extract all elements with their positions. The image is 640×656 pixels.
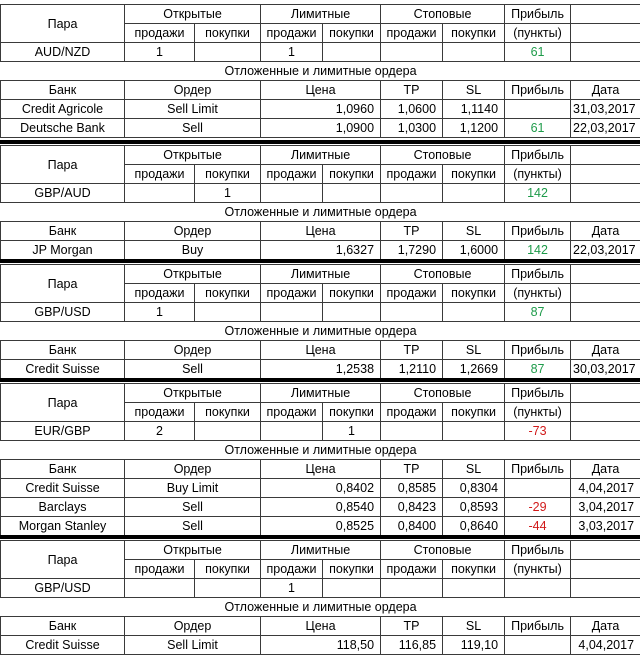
- empty-cell[interactable]: [571, 165, 640, 184]
- order-tp[interactable]: 0,8423: [381, 498, 443, 517]
- order-bank[interactable]: Barclays: [1, 498, 125, 517]
- header-stop-buy[interactable]: покупки: [443, 24, 505, 43]
- header-open-buy[interactable]: покупки: [195, 165, 261, 184]
- order-tp[interactable]: 0,8585: [381, 479, 443, 498]
- header-limit-buy[interactable]: покупки: [323, 24, 381, 43]
- order-row: [1, 636, 640, 655]
- header-stop-buy[interactable]: покупки: [443, 560, 505, 579]
- header-stop-sell[interactable]: продажи: [381, 24, 443, 43]
- header-open[interactable]: Открытые: [125, 265, 261, 284]
- header-pair[interactable]: Пара: [1, 5, 125, 43]
- empty-cell[interactable]: [571, 384, 640, 403]
- empty-cell[interactable]: [571, 579, 640, 598]
- header-order[interactable]: Ордер: [125, 341, 261, 360]
- header-stop-sell[interactable]: продажи: [381, 165, 443, 184]
- pair-name[interactable]: AUD/NZD: [1, 43, 125, 62]
- header-order[interactable]: Ордер: [125, 460, 261, 479]
- block-separator: [0, 378, 640, 382]
- open-buy-count[interactable]: [195, 303, 261, 322]
- order-price[interactable]: 118,50: [261, 636, 381, 655]
- block-separator: [0, 140, 640, 144]
- limit-buy-count[interactable]: [323, 184, 381, 203]
- order-price[interactable]: 0,8402: [261, 479, 381, 498]
- open-sell-count[interactable]: [125, 184, 195, 203]
- empty-cell[interactable]: [571, 146, 640, 165]
- header-open-sell[interactable]: продажи: [125, 284, 195, 303]
- stop-buy-count[interactable]: [443, 303, 505, 322]
- order-date[interactable]: 3,03,2017: [571, 517, 640, 536]
- pair-name[interactable]: GBP/AUD: [1, 184, 125, 203]
- stop-buy-count[interactable]: [443, 43, 505, 62]
- empty-cell[interactable]: [571, 422, 640, 441]
- pair-name[interactable]: EUR/GBP: [1, 422, 125, 441]
- header-date[interactable]: Дата: [571, 460, 640, 479]
- order-sl[interactable]: 119,10: [443, 636, 505, 655]
- header-price[interactable]: Цена: [261, 460, 381, 479]
- limit-sell-count[interactable]: 1: [261, 579, 323, 598]
- stop-sell-count[interactable]: [381, 43, 443, 62]
- header-date[interactable]: Дата: [571, 81, 640, 100]
- pair-block: [0, 4, 640, 138]
- order-date[interactable]: 4,04,2017: [571, 636, 640, 655]
- header-stop[interactable]: Стоповые: [381, 384, 505, 403]
- header-bank[interactable]: Банк: [1, 341, 125, 360]
- header-limit-buy[interactable]: покупки: [323, 165, 381, 184]
- order-profit[interactable]: 61: [505, 119, 571, 138]
- header-open[interactable]: Открытые: [125, 5, 261, 24]
- order-row: [1, 119, 640, 138]
- header-order[interactable]: Ордер: [125, 222, 261, 241]
- header-profit[interactable]: Прибыль: [505, 265, 571, 284]
- order-price[interactable]: 0,8540: [261, 498, 381, 517]
- pair-name[interactable]: GBP/USD: [1, 303, 125, 322]
- header-date[interactable]: Дата: [571, 341, 640, 360]
- order-date[interactable]: 22,03,2017: [571, 119, 640, 138]
- order-price[interactable]: 1,0960: [261, 100, 381, 119]
- header-sl[interactable]: SL: [443, 81, 505, 100]
- header-tp[interactable]: TP: [381, 341, 443, 360]
- empty-cell[interactable]: [571, 5, 640, 24]
- order-price[interactable]: 1,2538: [261, 360, 381, 379]
- limit-sell-count[interactable]: [261, 422, 323, 441]
- limit-sell-count[interactable]: 1: [261, 43, 323, 62]
- stop-sell-count[interactable]: [381, 422, 443, 441]
- pending-orders-title[interactable]: Отложенные и лимитные ордера: [1, 322, 640, 341]
- header-open[interactable]: Открытые: [125, 146, 261, 165]
- header-limit-sell[interactable]: продажи: [261, 24, 323, 43]
- order-profit[interactable]: -29: [505, 498, 571, 517]
- stop-sell-count[interactable]: [381, 303, 443, 322]
- header-limit-buy[interactable]: покупки: [323, 560, 381, 579]
- pair-block: [0, 264, 640, 379]
- limit-buy-count[interactable]: [323, 43, 381, 62]
- order-date[interactable]: 31,03,2017: [571, 100, 640, 119]
- order-bank[interactable]: Credit Suisse: [1, 636, 125, 655]
- order-sl[interactable]: 0,8593: [443, 498, 505, 517]
- header-open-sell[interactable]: продажи: [125, 403, 195, 422]
- order-date[interactable]: 22,03,2017: [571, 241, 640, 260]
- stop-buy-count[interactable]: [443, 422, 505, 441]
- pair-block: [0, 540, 640, 655]
- stop-buy-count[interactable]: [443, 184, 505, 203]
- header-points[interactable]: (пункты): [505, 403, 571, 422]
- order-sl[interactable]: 0,8304: [443, 479, 505, 498]
- header-order[interactable]: Ордер: [125, 81, 261, 100]
- header-sl[interactable]: SL: [443, 617, 505, 636]
- empty-cell[interactable]: [571, 184, 640, 203]
- header-bank[interactable]: Банк: [1, 460, 125, 479]
- order-profit[interactable]: -44: [505, 517, 571, 536]
- header-open-sell[interactable]: продажи: [125, 560, 195, 579]
- order-sl[interactable]: 1,6000: [443, 241, 505, 260]
- empty-cell[interactable]: [571, 403, 640, 422]
- header-limit[interactable]: Лимитные: [261, 384, 381, 403]
- empty-cell[interactable]: [571, 43, 640, 62]
- pending-orders-title[interactable]: Отложенные и лимитные ордера: [1, 598, 640, 617]
- header-points[interactable]: (пункты): [505, 165, 571, 184]
- order-tp[interactable]: 1,0300: [381, 119, 443, 138]
- header-open-buy[interactable]: покупки: [195, 24, 261, 43]
- stop-sell-count[interactable]: [381, 579, 443, 598]
- header-profit[interactable]: Прибыль: [505, 146, 571, 165]
- order-date[interactable]: 3,04,2017: [571, 498, 640, 517]
- header-open-sell[interactable]: продажи: [125, 165, 195, 184]
- order-profit[interactable]: [505, 479, 571, 498]
- pair-block: [0, 145, 640, 260]
- order-bank[interactable]: Credit Suisse: [1, 360, 125, 379]
- empty-cell[interactable]: [571, 284, 640, 303]
- header-order-profit[interactable]: Прибыль: [505, 222, 571, 241]
- header-stop[interactable]: Стоповые: [381, 541, 505, 560]
- order-bank[interactable]: JP Morgan: [1, 241, 125, 260]
- empty-cell[interactable]: [571, 265, 640, 284]
- header-limit-buy[interactable]: покупки: [323, 403, 381, 422]
- order-tp[interactable]: 116,85: [381, 636, 443, 655]
- header-bank[interactable]: Банк: [1, 81, 125, 100]
- header-points[interactable]: (пункты): [505, 284, 571, 303]
- header-limit[interactable]: Лимитные: [261, 146, 381, 165]
- header-date[interactable]: Дата: [571, 617, 640, 636]
- order-row: [1, 241, 640, 260]
- open-sell-count[interactable]: 1: [125, 43, 195, 62]
- order-type[interactable]: Sell: [125, 498, 261, 517]
- pending-orders-title[interactable]: Отложенные и лимитные ордера: [1, 441, 640, 460]
- order-bank[interactable]: Credit Suisse: [1, 479, 125, 498]
- order-type[interactable]: Sell Limit: [125, 100, 261, 119]
- order-tp[interactable]: 1,7290: [381, 241, 443, 260]
- order-sl[interactable]: 1,1200: [443, 119, 505, 138]
- order-row: [1, 479, 640, 498]
- open-buy-count[interactable]: [195, 579, 261, 598]
- header-order-profit[interactable]: Прибыль: [505, 341, 571, 360]
- order-profit[interactable]: [505, 100, 571, 119]
- open-buy-count[interactable]: 1: [195, 184, 261, 203]
- header-order[interactable]: Ордер: [125, 617, 261, 636]
- order-tp[interactable]: 1,2110: [381, 360, 443, 379]
- header-points[interactable]: (пункты): [505, 24, 571, 43]
- header-price[interactable]: Цена: [261, 81, 381, 100]
- order-bank[interactable]: Credit Agricole: [1, 100, 125, 119]
- header-points[interactable]: (пункты): [505, 560, 571, 579]
- order-price[interactable]: 1,0900: [261, 119, 381, 138]
- stop-sell-count[interactable]: [381, 184, 443, 203]
- limit-sell-count[interactable]: [261, 303, 323, 322]
- header-tp[interactable]: TP: [381, 617, 443, 636]
- header-sl[interactable]: SL: [443, 460, 505, 479]
- header-limit-sell[interactable]: продажи: [261, 284, 323, 303]
- header-open-buy[interactable]: покупки: [195, 403, 261, 422]
- order-tp[interactable]: 1,0600: [381, 100, 443, 119]
- header-bank[interactable]: Банк: [1, 617, 125, 636]
- header-limit[interactable]: Лимитные: [261, 265, 381, 284]
- order-profit[interactable]: 142: [505, 241, 571, 260]
- header-limit[interactable]: Лимитные: [261, 5, 381, 24]
- order-row: [1, 100, 640, 119]
- block-separator: [0, 259, 640, 263]
- header-stop-sell[interactable]: продажи: [381, 284, 443, 303]
- order-sl[interactable]: 1,1140: [443, 100, 505, 119]
- header-profit[interactable]: Прибыль: [505, 541, 571, 560]
- open-buy-count[interactable]: [195, 43, 261, 62]
- order-type[interactable]: Buy Limit: [125, 479, 261, 498]
- header-open[interactable]: Открытые: [125, 384, 261, 403]
- header-order-profit[interactable]: Прибыль: [505, 617, 571, 636]
- header-price[interactable]: Цена: [261, 341, 381, 360]
- order-sl[interactable]: 1,2669: [443, 360, 505, 379]
- header-tp[interactable]: TP: [381, 81, 443, 100]
- order-profit[interactable]: [505, 636, 571, 655]
- limit-buy-count[interactable]: [323, 579, 381, 598]
- header-limit-sell[interactable]: продажи: [261, 403, 323, 422]
- order-price[interactable]: 1,6327: [261, 241, 381, 260]
- order-bank[interactable]: Morgan Stanley: [1, 517, 125, 536]
- header-tp[interactable]: TP: [381, 222, 443, 241]
- empty-cell[interactable]: [571, 303, 640, 322]
- pending-orders-title[interactable]: Отложенные и лимитные ордера: [1, 62, 640, 81]
- order-date[interactable]: 4,04,2017: [571, 479, 640, 498]
- header-open-sell[interactable]: продажи: [125, 24, 195, 43]
- empty-cell[interactable]: [571, 24, 640, 43]
- block-separator: [0, 535, 640, 539]
- pair-name[interactable]: GBP/USD: [1, 579, 125, 598]
- order-type[interactable]: Sell: [125, 517, 261, 536]
- pair-profit[interactable]: 61: [505, 43, 571, 62]
- header-stop[interactable]: Стоповые: [381, 146, 505, 165]
- order-row: [1, 498, 640, 517]
- order-type[interactable]: Buy: [125, 241, 261, 260]
- open-buy-count[interactable]: [195, 422, 261, 441]
- open-sell-count[interactable]: 2: [125, 422, 195, 441]
- pair-profit[interactable]: [505, 579, 571, 598]
- order-sl[interactable]: 0,8640: [443, 517, 505, 536]
- header-stop[interactable]: Стоповые: [381, 265, 505, 284]
- order-row: [1, 517, 640, 536]
- header-stop-sell[interactable]: продажи: [381, 560, 443, 579]
- order-type[interactable]: Sell: [125, 119, 261, 138]
- limit-buy-count[interactable]: [323, 303, 381, 322]
- order-tp[interactable]: 0,8400: [381, 517, 443, 536]
- header-open-buy[interactable]: покупки: [195, 284, 261, 303]
- header-order-profit[interactable]: Прибыль: [505, 81, 571, 100]
- header-open[interactable]: Открытые: [125, 541, 261, 560]
- open-sell-count[interactable]: [125, 579, 195, 598]
- pair-profit[interactable]: 87: [505, 303, 571, 322]
- pair-block: [0, 383, 640, 536]
- order-type[interactable]: Sell Limit: [125, 636, 261, 655]
- header-price[interactable]: Цена: [261, 222, 381, 241]
- stop-buy-count[interactable]: [443, 579, 505, 598]
- header-pair[interactable]: Пара: [1, 265, 125, 303]
- pair-profit[interactable]: -73: [505, 422, 571, 441]
- pair-profit[interactable]: 142: [505, 184, 571, 203]
- limit-buy-count[interactable]: 1: [323, 422, 381, 441]
- header-date[interactable]: Дата: [571, 222, 640, 241]
- header-profit[interactable]: Прибыль: [505, 5, 571, 24]
- header-stop-buy[interactable]: покупки: [443, 165, 505, 184]
- header-order-profit[interactable]: Прибыль: [505, 460, 571, 479]
- order-price[interactable]: 0,8525: [261, 517, 381, 536]
- order-profit[interactable]: 87: [505, 360, 571, 379]
- header-stop[interactable]: Стоповые: [381, 5, 505, 24]
- header-pair[interactable]: Пара: [1, 384, 125, 422]
- header-pair[interactable]: Пара: [1, 146, 125, 184]
- header-limit-sell[interactable]: продажи: [261, 560, 323, 579]
- header-limit-buy[interactable]: покупки: [323, 284, 381, 303]
- order-bank[interactable]: Deutsche Bank: [1, 119, 125, 138]
- header-tp[interactable]: TP: [381, 460, 443, 479]
- header-limit-sell[interactable]: продажи: [261, 165, 323, 184]
- open-sell-count[interactable]: 1: [125, 303, 195, 322]
- header-bank[interactable]: Банк: [1, 222, 125, 241]
- empty-cell[interactable]: [571, 560, 640, 579]
- header-profit[interactable]: Прибыль: [505, 384, 571, 403]
- header-price[interactable]: Цена: [261, 617, 381, 636]
- header-stop-sell[interactable]: продажи: [381, 403, 443, 422]
- header-sl[interactable]: SL: [443, 341, 505, 360]
- header-pair[interactable]: Пара: [1, 541, 125, 579]
- header-sl[interactable]: SL: [443, 222, 505, 241]
- header-open-buy[interactable]: покупки: [195, 560, 261, 579]
- order-date[interactable]: 30,03,2017: [571, 360, 640, 379]
- order-type[interactable]: Sell: [125, 360, 261, 379]
- order-row: [1, 360, 640, 379]
- header-limit[interactable]: Лимитные: [261, 541, 381, 560]
- pending-orders-title[interactable]: Отложенные и лимитные ордера: [1, 203, 640, 222]
- empty-cell[interactable]: [571, 541, 640, 560]
- header-stop-buy[interactable]: покупки: [443, 284, 505, 303]
- header-stop-buy[interactable]: покупки: [443, 403, 505, 422]
- limit-sell-count[interactable]: [261, 184, 323, 203]
